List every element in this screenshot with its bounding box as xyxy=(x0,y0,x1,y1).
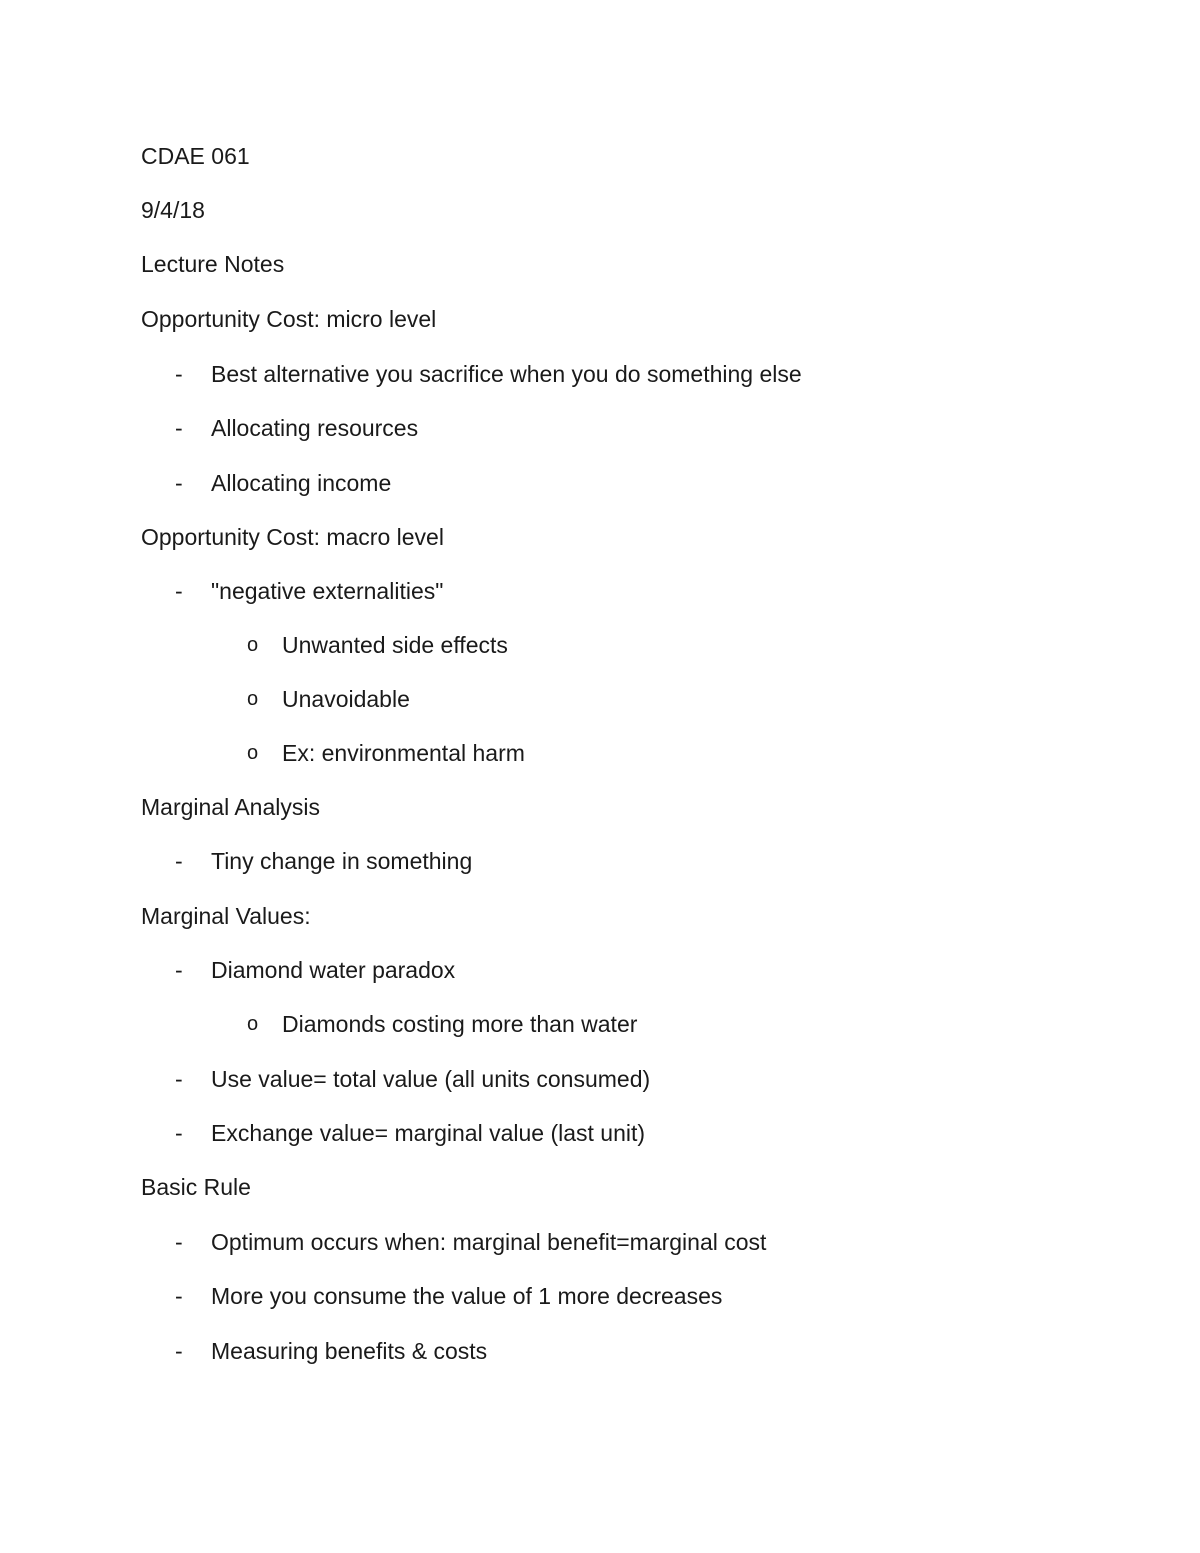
sub-list-item xyxy=(0,631,1200,659)
bullet-dash: - xyxy=(175,1120,183,1146)
list-item xyxy=(0,469,1200,497)
list-item-text: Measuring benefits & costs xyxy=(211,1338,488,1364)
list-item xyxy=(0,577,1200,605)
list-item xyxy=(0,956,1200,984)
sub-list-item-text: Unavoidable xyxy=(282,686,410,712)
sub-list-item-text: Unwanted side effects xyxy=(282,632,508,658)
list-item xyxy=(0,1065,1200,1093)
list-item xyxy=(0,1228,1200,1256)
list-item-text: Exchange value= marginal value (last unit) xyxy=(211,1120,646,1146)
bullet-dash: - xyxy=(175,1229,183,1255)
bullet-dash: - xyxy=(175,848,183,874)
bullet-dash: - xyxy=(175,470,183,496)
bullet-circle: o xyxy=(247,634,259,656)
sub-list-item xyxy=(0,1010,1200,1038)
list-item-text: More you consume the value of 1 more decreases xyxy=(211,1283,723,1309)
list-item-text: Diamond water paradox xyxy=(211,957,456,983)
course-code: CDAE 061 xyxy=(141,143,250,169)
sub-list-item xyxy=(0,739,1200,767)
bullet-dash: - xyxy=(175,578,183,604)
sub-list-item-text: Ex: environmental harm xyxy=(282,740,525,766)
bullet-dash: - xyxy=(175,957,183,983)
list-item-text: Use value= total value (all units consumed) xyxy=(211,1066,651,1092)
document-title: Lecture Notes xyxy=(141,251,285,277)
list-item xyxy=(0,847,1200,875)
section-heading: Marginal Analysis xyxy=(141,794,320,820)
bullet-circle: o xyxy=(247,1013,259,1035)
lecture-date: 9/4/18 xyxy=(141,197,205,223)
list-item xyxy=(0,1119,1200,1147)
sub-list-item xyxy=(0,685,1200,713)
bullet-circle: o xyxy=(247,742,259,764)
list-item xyxy=(0,1337,1200,1365)
section-heading: Marginal Values: xyxy=(141,903,311,929)
list-item-text: Tiny change in something xyxy=(211,848,473,874)
list-item xyxy=(0,414,1200,442)
section-heading: Basic Rule xyxy=(141,1174,251,1200)
section-heading: Opportunity Cost: macro level xyxy=(141,524,444,550)
list-item-text: Allocating income xyxy=(211,470,392,496)
bullet-dash: - xyxy=(175,415,183,441)
bullet-dash: - xyxy=(175,361,183,387)
sub-list-item-text: Diamonds costing more than water xyxy=(282,1011,638,1037)
list-item-text: Allocating resources xyxy=(211,415,419,441)
section-heading: Opportunity Cost: micro level xyxy=(141,306,437,332)
list-item-text: Best alternative you sacrifice when you do something else xyxy=(211,361,802,387)
bullet-circle: o xyxy=(247,688,259,710)
bullet-dash: - xyxy=(175,1338,183,1364)
list-item-text: Optimum occurs when: marginal benefit=marginal cost xyxy=(211,1229,767,1255)
list-item xyxy=(0,1282,1200,1310)
bullet-dash: - xyxy=(175,1283,183,1309)
list-item-text: "negative externalities" xyxy=(211,578,444,604)
list-item xyxy=(0,360,1200,388)
bullet-dash: - xyxy=(175,1066,183,1092)
